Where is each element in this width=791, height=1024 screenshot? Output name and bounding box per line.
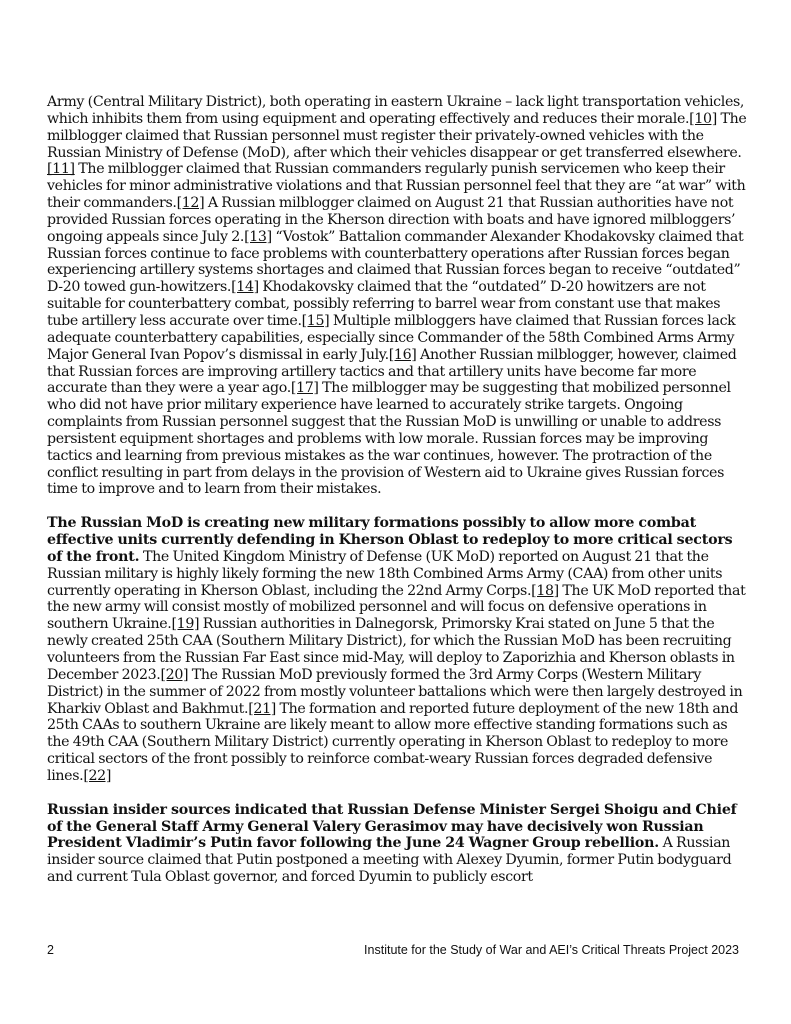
- paragraph-text: The UK MoD reported that the new army will consist mostly of mobilized personnel and will focus on defensive operations in southern Ukraine.: [47, 582, 746, 633]
- paragraph-text: The Russian MoD previously formed the 3rd Army Corps (Western Military District) in the summer of 2022 from mostly volunteer battalions which were then largely destroyed in Kharkiv Oblast and Bakhmut.: [47, 666, 743, 717]
- citation-link[interactable]: [19]: [171, 616, 200, 633]
- page-number: 2: [47, 943, 54, 957]
- citation-link[interactable]: [18]: [531, 582, 559, 599]
- paragraph-text: A Russian milblogger claimed on August 21 that Russian authorities have not provided Russian forces operating in the Kherson direction with boats and have ignored milbloggers’ ongoing appeals since July 2.: [47, 195, 736, 245]
- paragraph-text: “Vostok” Battalion commander Alexander Khodakovsky claimed that Russian forces continue to face problems with counterbattery operations after Russian forces began experiencing artillery systems shortages and claimed that Russian forces began to receive “outdated” D-20 towed gun-howitzers.: [47, 228, 744, 296]
- paragraph-text: The milblogger claimed that Russian personnel must register their privately-owned vehicles with the Russian Ministry of Defense (MoD), after which their vehicles disappear or get transferred elsewhere.: [47, 110, 747, 161]
- citation-link[interactable]: [14]: [231, 279, 259, 296]
- paragraph-text: The milblogger claimed that Russian commanders regularly punish servicemen who keep their vehicles for minor administrative violations and that Russian personnel feel that they are “at war” with their commanders.: [47, 161, 746, 212]
- citation-link[interactable]: [17]: [290, 380, 319, 397]
- citation-link[interactable]: [15]: [301, 312, 330, 329]
- paragraph: [47, 802, 747, 886]
- paragraph-text: Multiple milbloggers have claimed that Russian forces lack adequate counterbattery capabilities, especially since Commander of the 58th Combined Arms Army Major General Ivan Popov’s dismissal in early July.: [47, 312, 736, 363]
- paragraph: [47, 515, 747, 785]
- citation-link[interactable]: [11]: [47, 161, 75, 178]
- paragraph-text: Army (Central Military District), both operating in eastern Ukraine – lack light transportation vehicles, which inhibits them from using equipment and operating effectively and reduces their morale.: [47, 94, 745, 127]
- paragraph-text: Another Russian milblogger, however, claimed that Russian forces are improving artillery tactics and that artillery units have become far more accurate than they were a year ago.: [47, 346, 737, 397]
- paragraph-text: The milblogger may be suggesting that mobilized personnel who did not have prior military experience have learned to accurately strike targets. Ongoing complaints from Russian personnel suggest that the Russian MoD is unwilling or unable to address persistent equipment shortages and problems with low morale. Russian forces may be improving tactics and learning from previous mistakes as the war continues, however. The protraction of the conflict resulting in part from delays in the provision of Western aid to Ukraine gives Russian forces time to improve and to learn from their mistakes.: [47, 380, 731, 498]
- citation-link[interactable]: [20]: [160, 666, 189, 683]
- citation-link[interactable]: [10]: [689, 110, 717, 127]
- citation-link[interactable]: [13]: [244, 228, 272, 245]
- paragraph-text: The formation and reported future deployment of the new 18th and 25th CAAs to southern Ukraine are likely meant to allow more effective standing formations such as the 49th CAA (Southern Military District) currently operating in Kherson Oblast to redeploy to more critical sectors of the front possibly to reinforce combat-weary Russian forces degraded defensive lines.: [47, 700, 739, 784]
- article-body: [47, 94, 747, 903]
- citation-link[interactable]: [22]: [83, 767, 112, 784]
- footer-organization: Institute for the Study of War and AEI’s Critical Threats Project 2023: [364, 943, 739, 957]
- paragraph-lead: The Russian MoD is creating new military formations possibly to allow more combat effective units currently defending in Kherson Oblast to redeploy to more critical sectors of the front.: [47, 515, 733, 565]
- citation-link[interactable]: [21]: [248, 700, 276, 717]
- citation-link[interactable]: [12]: [176, 195, 205, 212]
- paragraph-text: Russian authorities in Dalnegorsk, Primorsky Krai stated on June 5 that the newly created 25th CAA (Southern Military District), for which the Russian MoD has been recruiting volunteers from the Russian Far East since mid-May, will deploy to Zaporizhia and Kherson oblasts in December 2023.: [47, 616, 735, 683]
- citation-link[interactable]: [16]: [388, 346, 417, 363]
- paragraph-text: A Russian insider source claimed that Putin postponed a meeting with Alexey Dyumin, former Putin bodyguard and current Tula Oblast governor, and forced Dyumin to publicly escort: [47, 835, 732, 886]
- paragraph: [47, 94, 747, 498]
- paragraph-text: Khodakovsky claimed that the “outdated” D-20 howitzers are not suitable for counterbattery combat, possibly referring to barrel wear from constant use that makes tube artillery less accurate over time.: [47, 279, 721, 329]
- paragraph-lead: Russian insider sources indicated that Russian Defense Minister Sergei Shoigu and Chief of the General Staff Army General Valery Gerasimov may have decisively won Russian President Vladimir’s Putin favor following the June 24 Wagner Group rebellion.: [47, 801, 737, 852]
- paragraph-text: The United Kingdom Ministry of Defense (UK MoD) reported on August 21 that the Russian military is highly likely forming the new 18th Combined Arms Army (CAA) from other units currently operating in Kherson Oblast, including the 22nd Army Corps.: [47, 548, 723, 599]
